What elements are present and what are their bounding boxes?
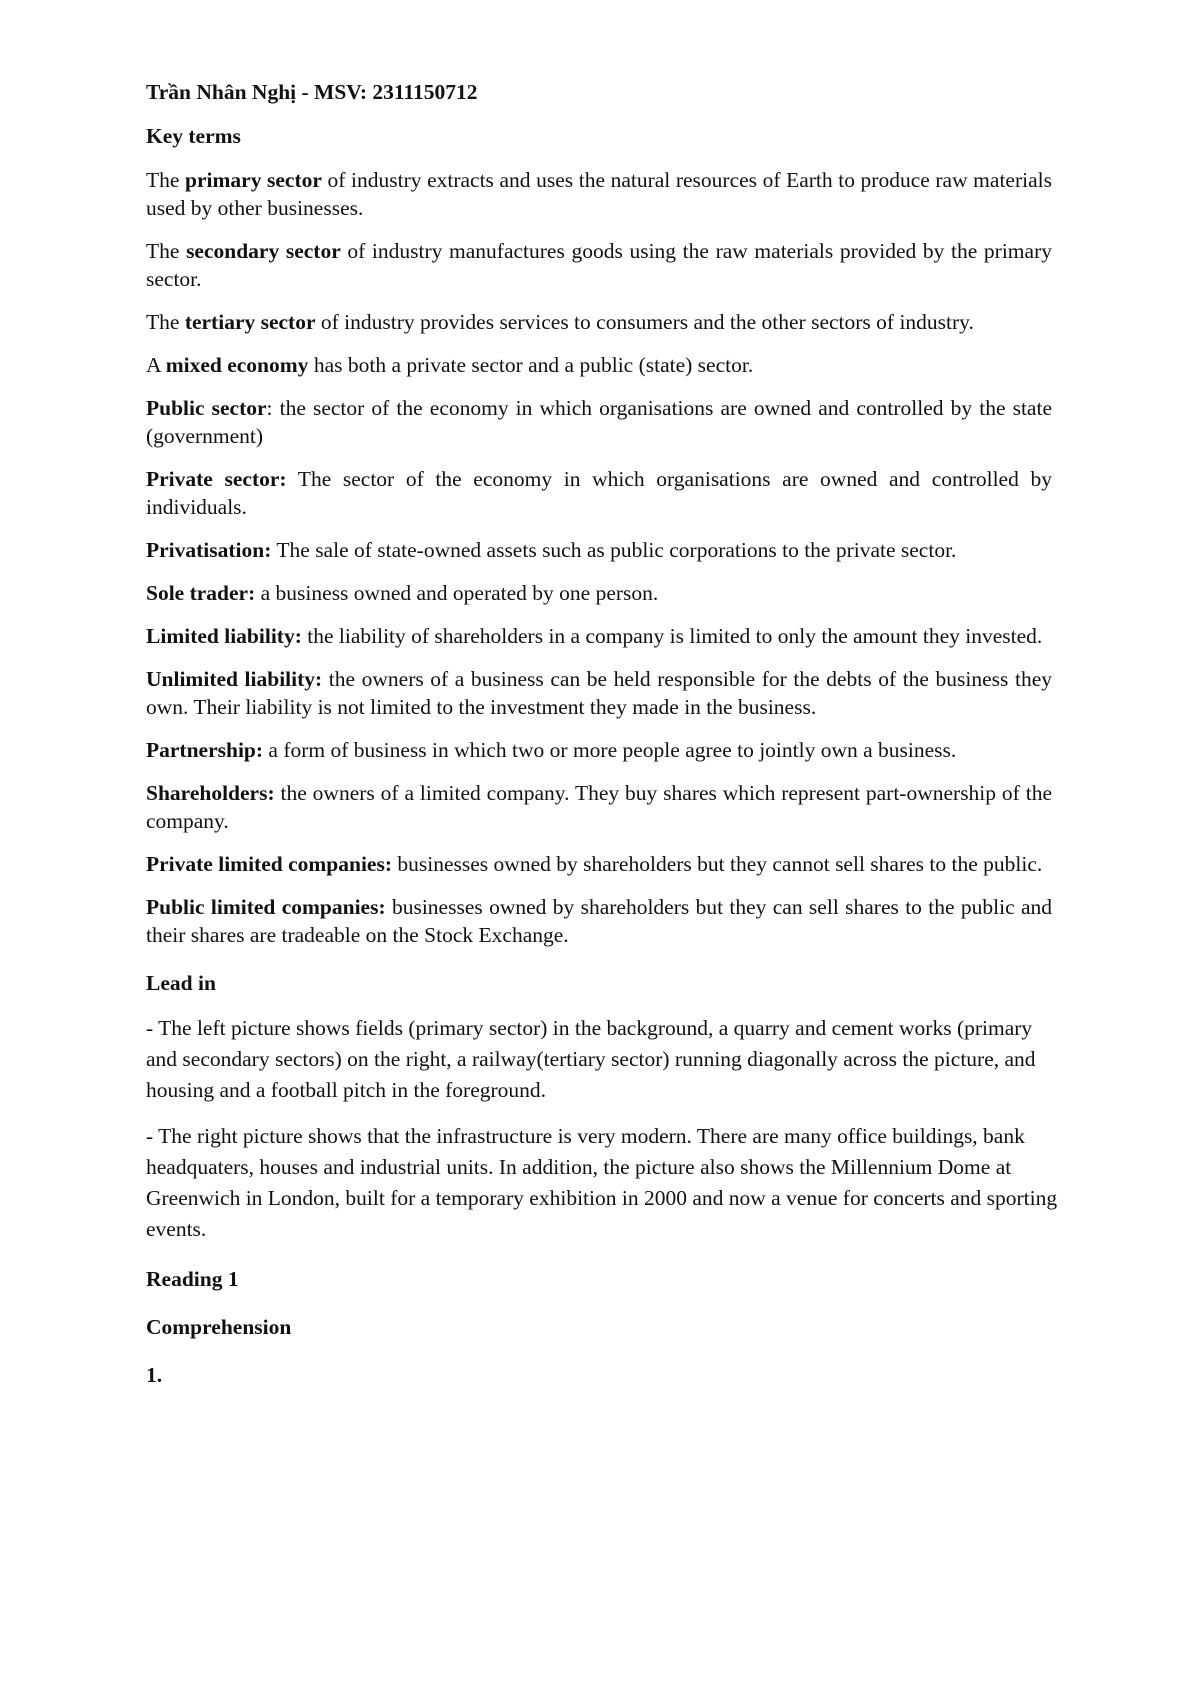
term-prefix: The — [146, 310, 185, 334]
lead-in-paragraph-right-picture: - The right picture shows that the infrastructure is very modern. There are many office buildings, bank headquaters, houses and industrial units. In addition, the picture also shows the Millennium Dome at Greenwich in London, built for a temporary exhibition in 2000 and now a venue for concerts and sporting events. — [146, 1124, 1058, 1241]
term-name: Public limited companies: — [146, 895, 386, 919]
term-definition: the owners of a business can be held responsible for the debts of the business they own. Their liability is not limited to the investment they made in the business. — [146, 667, 1052, 719]
term-definition: businesses owned by shareholders but they cannot sell shares to the public. — [392, 852, 1043, 876]
term-definition: of industry manufactures goods using the raw materials provided by the primary sector. — [146, 239, 1052, 291]
term-name: Limited liability: — [146, 624, 302, 648]
lead-in-heading: Lead in — [146, 971, 216, 995]
term-name: Unlimited liability: — [146, 667, 323, 691]
term-name: Public sector — [146, 396, 267, 420]
term-primary-sector — [146, 166, 1052, 222]
student-header: Trần Nhân Nghị - MSV: 2311150712 — [146, 80, 478, 104]
term-private-limited-companies — [146, 850, 1052, 878]
term-name: Shareholders: — [146, 781, 275, 805]
term-definition: a form of business in which two or more people agree to jointly own a business. — [263, 738, 957, 762]
key-terms-heading: Key terms — [146, 124, 241, 148]
term-definition: of industry extracts and uses the natural resources of Earth to produce raw materials used by other businesses. — [146, 168, 1052, 220]
term-shareholders — [146, 779, 1052, 835]
term-definition: a business owned and operated by one person. — [255, 581, 659, 605]
term-definition: businesses owned by shareholders but they can sell shares to the public and their shares are tradeable on the Stock Exchange. — [146, 895, 1052, 947]
comprehension-heading: Comprehension — [146, 1315, 292, 1339]
term-name: secondary sector — [186, 239, 341, 263]
term-name: mixed economy — [165, 353, 309, 377]
lead-in-paragraph-left-picture: - The left picture shows fields (primary sector) in the background, a quarry and cement works (primary and secondary sectors) on the right, a railway(tertiary sector) running diagonally across the picture, and housing and a football pitch in the foreground. — [146, 1016, 1036, 1102]
term-name: Sole trader: — [146, 581, 256, 605]
term-definition: of industry provides services to consumers and the other sectors of industry. — [315, 310, 974, 334]
term-definition: The sector of the economy in which organisations are owned and controlled by individuals. — [146, 467, 1052, 519]
term-privatisation — [146, 536, 1052, 564]
reading-heading: Reading 1 — [146, 1267, 239, 1291]
term-tertiary-sector — [146, 308, 1052, 336]
term-name: Private sector: — [146, 467, 287, 491]
term-name: Private limited companies: — [146, 852, 393, 876]
term-definition: the owners of a limited company. They buy shares which represent part-ownership of the company. — [146, 781, 1052, 833]
document-page — [146, 78, 1058, 1405]
term-name: Partnership: — [146, 738, 264, 762]
term-definition: : the sector of the economy in which organisations are owned and controlled by the state (government) — [146, 396, 1052, 448]
term-name: tertiary sector — [184, 310, 316, 334]
term-name: primary sector — [185, 168, 322, 192]
term-unlimited-liability — [146, 665, 1052, 721]
term-definition: has both a private sector and a public (state) sector. — [308, 353, 754, 377]
term-prefix: The — [146, 168, 186, 192]
question-number: 1. — [146, 1363, 163, 1387]
term-sole-trader — [146, 579, 1052, 607]
term-definition: The sale of state-owned assets such as public corporations to the private sector. — [271, 538, 957, 562]
term-partnership — [146, 736, 1052, 764]
term-private-sector — [146, 465, 1052, 521]
term-public-sector — [146, 394, 1052, 450]
term-definition: the liability of shareholders in a company is limited to only the amount they invested. — [301, 624, 1043, 648]
term-prefix: A — [146, 353, 166, 377]
term-public-limited-companies — [146, 893, 1052, 949]
term-prefix: The — [146, 239, 187, 263]
term-mixed-economy — [146, 351, 1052, 379]
term-name: Privatisation: — [146, 538, 272, 562]
term-limited-liability — [146, 622, 1052, 650]
term-secondary-sector — [146, 237, 1052, 293]
